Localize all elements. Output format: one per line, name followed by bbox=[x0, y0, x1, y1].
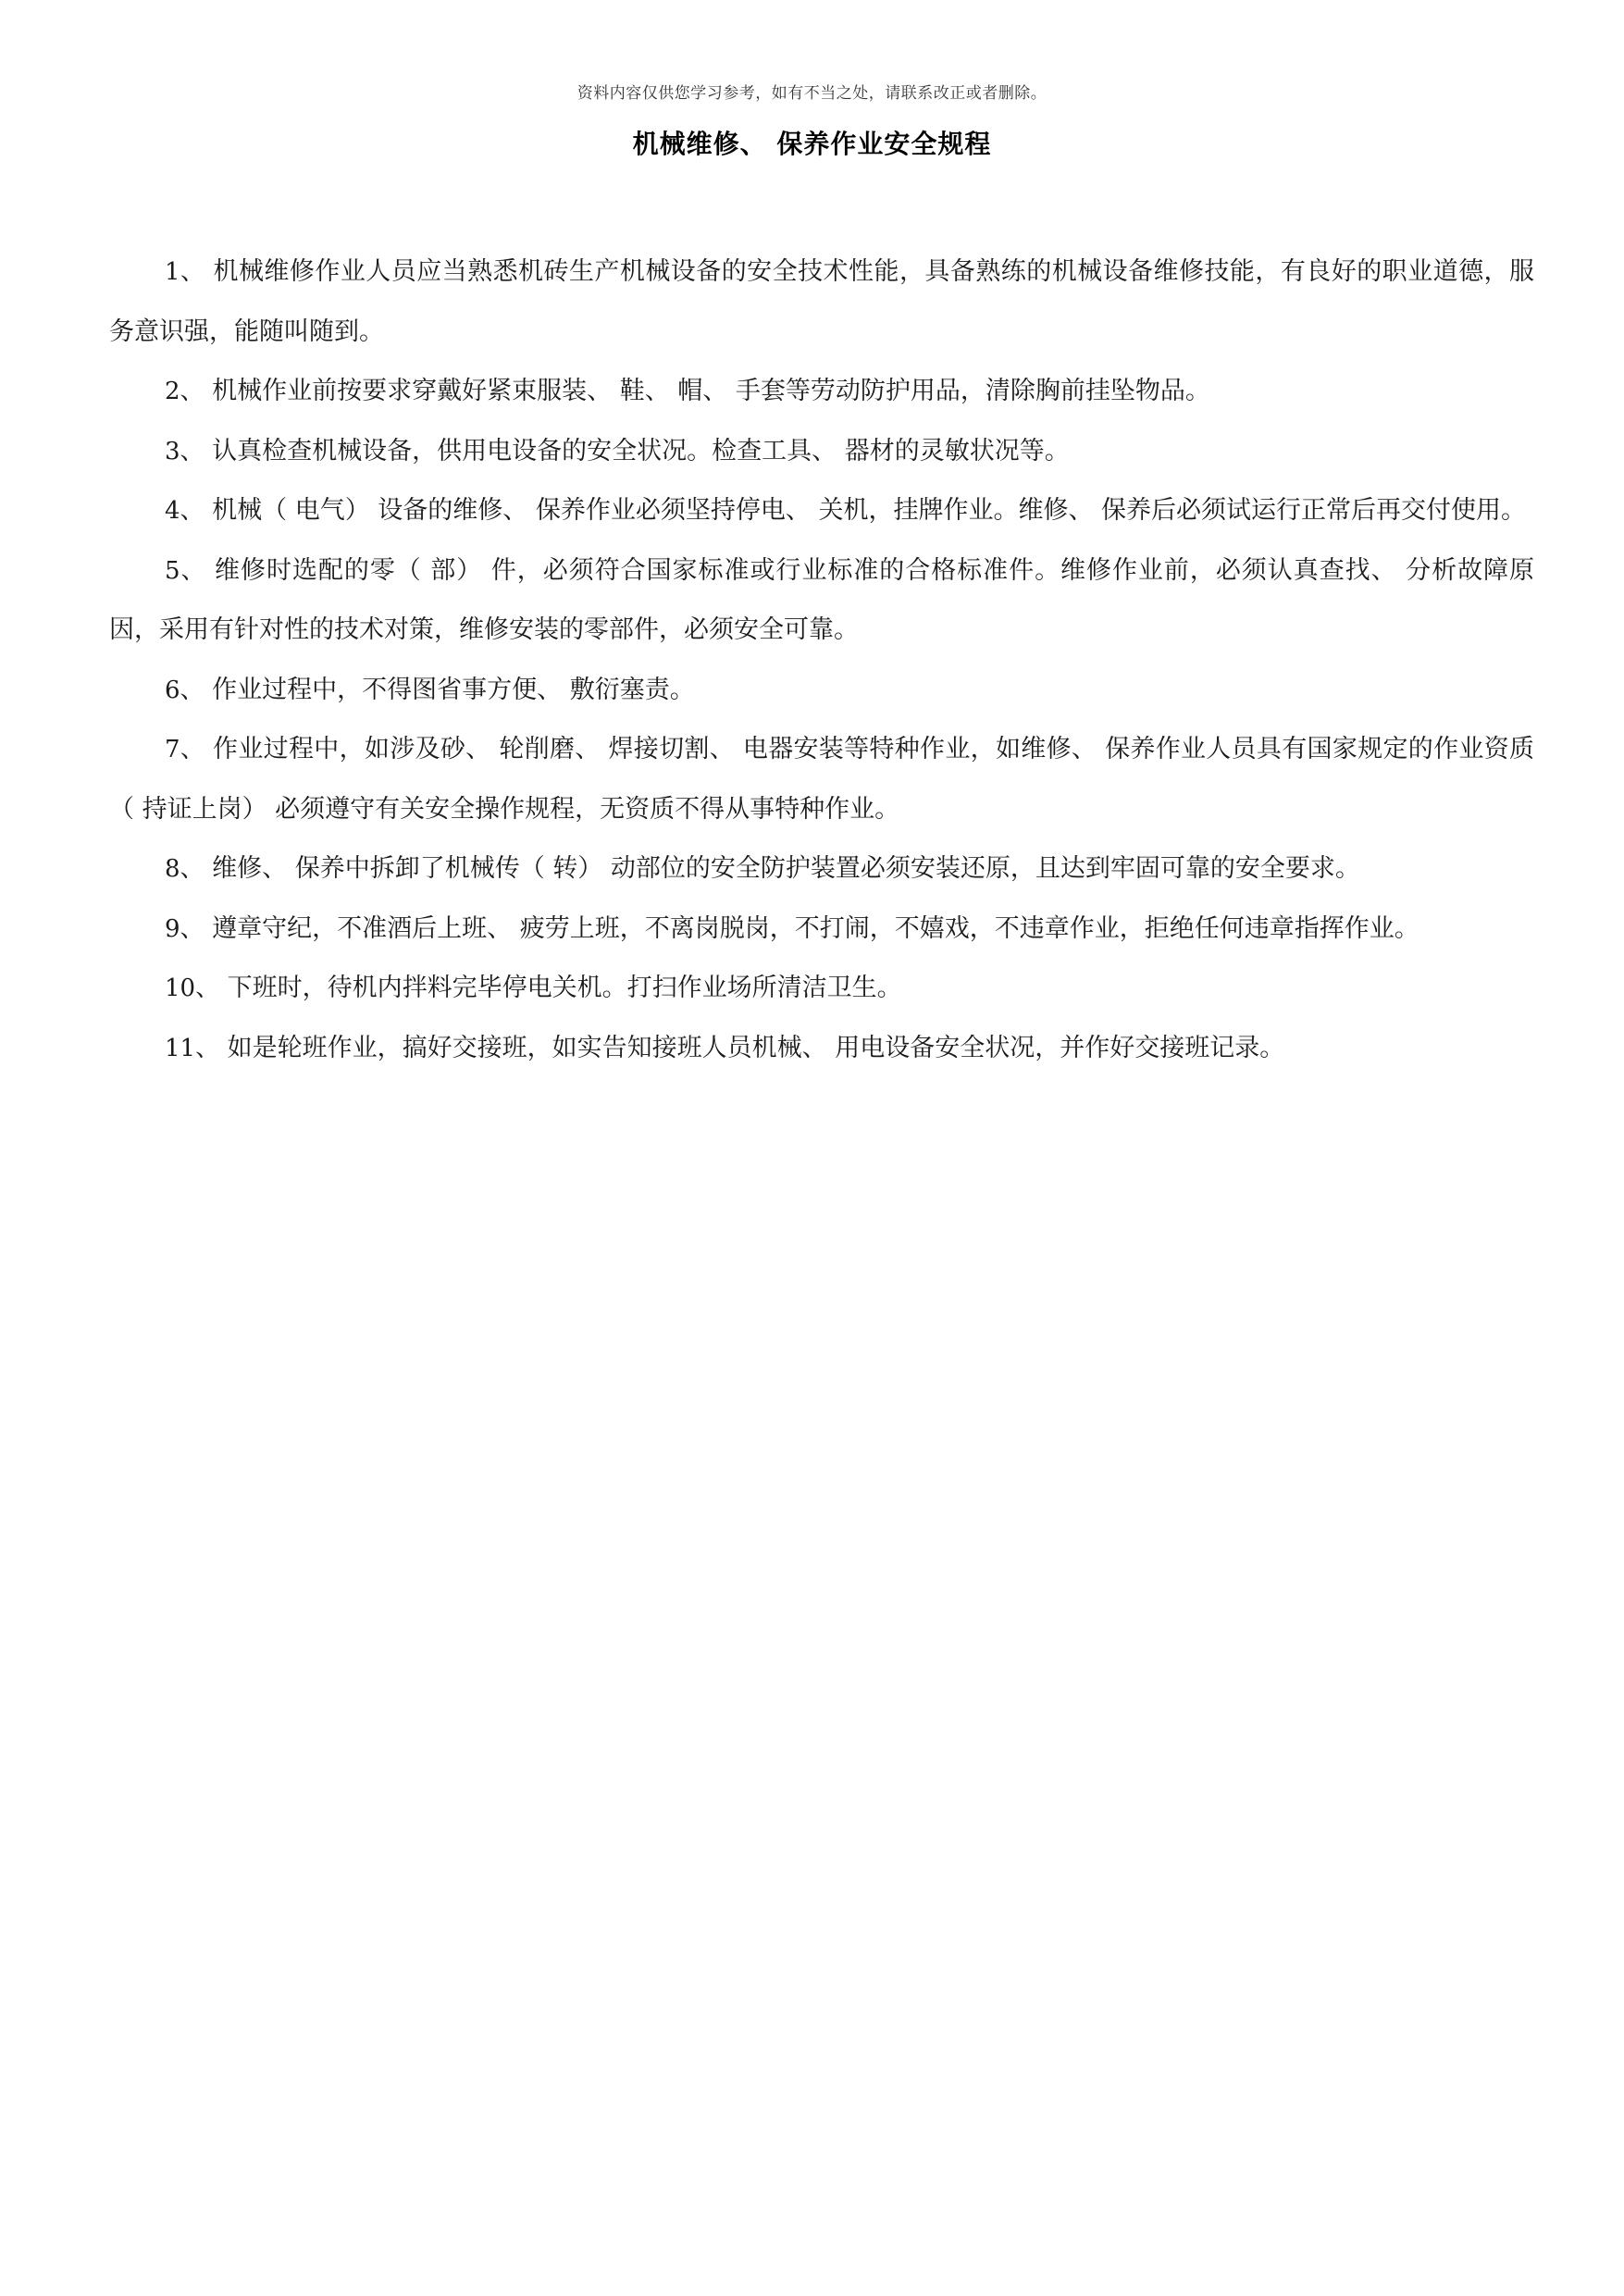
rule-text: 遵章守纪，不准酒后上班、 疲劳上班，不离岗脱岗，不打闹，不嬉戏，不违章作业，拒绝任何违章指挥作业。 bbox=[204, 913, 1419, 943]
rule-text: 如是轮班作业，搞好交接班，如实告知接班人员机械、 用电设备安全状况，并作好交接班记录。 bbox=[219, 1033, 1285, 1062]
rule-number: 7、 bbox=[165, 736, 205, 763]
rule-text: 维修、 保养中拆卸了机械传（ 转） 动部位的安全防护装置必须安装还原，且达到牢固可靠的安全要求。 bbox=[204, 854, 1360, 883]
rules-list bbox=[109, 242, 1534, 1078]
rule-number: 5、 bbox=[165, 556, 206, 585]
rule-text: 认真检查机械设备，供用电设备的安全状况。检查工具、 器材的灵敏状况等。 bbox=[204, 436, 1070, 465]
rule-text: 机械（ 电气） 设备的维修、 保养作业必须坚持停电、 关机，挂牌作业。维修、 保养后必须试运行正常后再交付使用。 bbox=[204, 496, 1527, 525]
rule-item bbox=[109, 661, 1534, 721]
rule-item bbox=[109, 242, 1534, 362]
rule-text: 作业过程中，不得图省事方便、 敷衍塞责。 bbox=[204, 675, 695, 704]
rule-text: 作业过程中，如涉及砂、 轮削磨、 焊接切割、 电器安装等特种作业，如维修、 保养作业人员具有国家规定的作业资质（ 持证上岗） 必须遵守有关安全操作规程，无资质不得从事特种作业。 bbox=[109, 735, 1534, 824]
rule-item bbox=[109, 839, 1534, 900]
document-title: 机械维修、 保养作业安全规程 bbox=[632, 129, 992, 159]
rule-number: 10、 bbox=[165, 974, 220, 1002]
rule-number: 9、 bbox=[165, 914, 205, 943]
rule-item bbox=[109, 720, 1534, 839]
rule-text: 维修时选配的零（ 部） 件，必须符合国家标准或行业标准的合格标准件。维修作业前，必须认真查找、 分析故障原因，采用有针对性的技术对策，维修安装的零部件，必须安全可靠。 bbox=[109, 555, 1535, 644]
rule-item bbox=[109, 1019, 1534, 1079]
rule-item bbox=[109, 422, 1534, 482]
rule-number: 1、 bbox=[165, 258, 205, 286]
rule-item bbox=[109, 362, 1534, 422]
rule-number: 6、 bbox=[165, 676, 205, 704]
rule-number: 8、 bbox=[165, 855, 205, 883]
rule-number: 3、 bbox=[165, 437, 205, 465]
rule-number: 2、 bbox=[165, 378, 205, 405]
rule-item bbox=[109, 900, 1534, 960]
rule-item bbox=[109, 481, 1534, 541]
rule-text: 机械维修作业人员应当熟悉机砖生产机械设备的安全技术性能，具备熟练的机械设备维修技能，有良好的职业道德，服务意识强，能随叫随到。 bbox=[109, 257, 1534, 346]
rule-text: 机械作业前按要求穿戴好紧束服装、 鞋、 帽、 手套等劳动防护用品，清除胸前挂坠物品。 bbox=[204, 377, 1210, 405]
rule-number: 11、 bbox=[165, 1034, 220, 1062]
rule-item bbox=[109, 541, 1534, 661]
rule-number: 4、 bbox=[165, 497, 205, 525]
rule-item bbox=[109, 959, 1534, 1019]
header-disclaimer: 资料内容仅供您学习参考，如有不当之处，请联系改正或者删除。 bbox=[576, 84, 1048, 103]
rule-text: 下班时，待机内拌料完毕停电关机。打扫作业场所清洁卫生。 bbox=[219, 974, 902, 1002]
